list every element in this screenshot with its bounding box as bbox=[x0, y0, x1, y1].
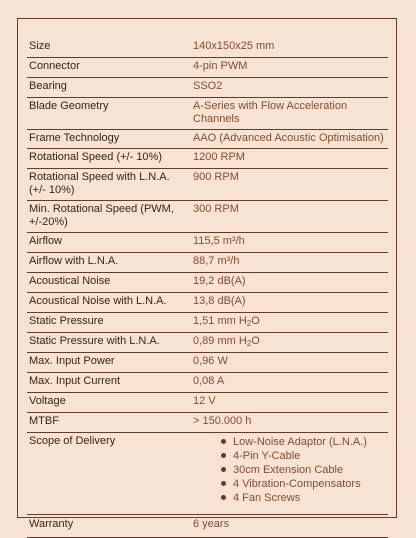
spec-value: 140x150x25 mm bbox=[191, 38, 388, 58]
spec-value: 12 V bbox=[191, 393, 388, 413]
spec-label: Acoustical Noise bbox=[27, 273, 191, 293]
spec-row-scope-of-delivery bbox=[27, 433, 388, 515]
spec-value bbox=[191, 433, 388, 515]
delivery-item: 30cm Extension Cable bbox=[233, 463, 386, 477]
spec-value bbox=[191, 333, 388, 353]
spec-value: 88,7 m³/h bbox=[191, 253, 388, 273]
spec-value: 115,5 m³/h bbox=[191, 233, 388, 253]
spec-value: 300 RPM bbox=[191, 201, 388, 233]
value-subscript: 2 bbox=[246, 319, 252, 328]
delivery-list bbox=[193, 435, 386, 505]
spec-row-rotational-speed bbox=[27, 149, 388, 169]
delivery-item: 4-Pin Y-Cable bbox=[233, 449, 386, 463]
spec-value: 6 years bbox=[191, 515, 388, 538]
spec-row-max-input-current bbox=[27, 373, 388, 393]
spec-row-static-pressure bbox=[27, 313, 388, 333]
spec-value: 4-pin PWM bbox=[191, 58, 388, 78]
spec-value: 0,96 W bbox=[191, 353, 388, 373]
spec-value: > 150.000 h bbox=[191, 413, 388, 433]
spec-label: Max. Input Current bbox=[27, 373, 191, 393]
value-main: 0,89 mm H bbox=[193, 335, 247, 347]
spec-row-rotational-speed-lna bbox=[27, 169, 388, 201]
spec-label: Warranty bbox=[27, 515, 191, 538]
spec-label: Static Pressure bbox=[27, 313, 191, 333]
spec-label: MTBF bbox=[27, 413, 191, 433]
value-subscript: 2 bbox=[246, 339, 252, 348]
spec-label: Rotational Speed with L.N.A. (+/- 10%) bbox=[27, 169, 191, 201]
spec-row-airflow bbox=[27, 233, 388, 253]
spec-label: Airflow with L.N.A. bbox=[27, 253, 191, 273]
delivery-item: 4 Fan Screws bbox=[233, 491, 386, 505]
spec-label: Connector bbox=[27, 58, 191, 78]
spec-value: 0,08 A bbox=[191, 373, 388, 393]
spec-row-voltage bbox=[27, 393, 388, 413]
delivery-item: Low-Noise Adaptor (L.N.A.) bbox=[233, 435, 386, 449]
spec-label: Min. Rotational Speed (PWM, +/-20%) bbox=[27, 201, 191, 233]
spec-table bbox=[27, 38, 388, 538]
spec-label: Max. Input Power bbox=[27, 353, 191, 373]
spec-value bbox=[191, 313, 388, 333]
spec-label: Rotational Speed (+/- 10%) bbox=[27, 149, 191, 169]
spec-value: SSO2 bbox=[191, 78, 388, 98]
spec-value: A-Series with Flow Acceleration Channels bbox=[191, 98, 388, 130]
spec-label: Airflow bbox=[27, 233, 191, 253]
spec-value: 19,2 dB(A) bbox=[191, 273, 388, 293]
value-main: 1,51 mm H bbox=[193, 315, 247, 327]
spec-row-acoustical-noise bbox=[27, 273, 388, 293]
spec-value: 1200 RPM bbox=[191, 149, 388, 169]
spec-label: Size bbox=[27, 38, 191, 58]
spec-row-connector bbox=[27, 58, 388, 78]
value-suffix: O bbox=[251, 335, 260, 347]
spec-label: Scope of Delivery bbox=[27, 433, 191, 515]
spec-label: Bearing bbox=[27, 78, 191, 98]
delivery-item: 4 Vibration-Compensators bbox=[233, 477, 386, 491]
spec-label: Frame Technology bbox=[27, 130, 191, 149]
spec-row-max-input-power bbox=[27, 353, 388, 373]
spec-label: Static Pressure with L.N.A. bbox=[27, 333, 191, 353]
spec-row-acoustical-noise-lna bbox=[27, 293, 388, 313]
spec-row-static-pressure-lna bbox=[27, 333, 388, 353]
spec-row-min-rotational-speed bbox=[27, 201, 388, 233]
spec-label: Voltage bbox=[27, 393, 191, 413]
spec-value: 900 RPM bbox=[191, 169, 388, 201]
spec-row-blade-geometry bbox=[27, 98, 388, 130]
spec-row-airflow-lna bbox=[27, 253, 388, 273]
spec-row-frame-technology bbox=[27, 130, 388, 149]
spec-panel bbox=[17, 18, 397, 530]
spec-value: AAO (Advanced Acoustic Optimisation) bbox=[191, 130, 388, 149]
spec-row-size bbox=[27, 38, 388, 58]
spec-label: Blade Geometry bbox=[27, 98, 191, 130]
spec-row-mtbf bbox=[27, 413, 388, 433]
spec-row-bearing bbox=[27, 78, 388, 98]
spec-value: 13,8 dB(A) bbox=[191, 293, 388, 313]
spec-label: Acoustical Noise with L.N.A. bbox=[27, 293, 191, 313]
spec-row-warranty bbox=[27, 515, 388, 538]
value-suffix: O bbox=[251, 315, 260, 327]
